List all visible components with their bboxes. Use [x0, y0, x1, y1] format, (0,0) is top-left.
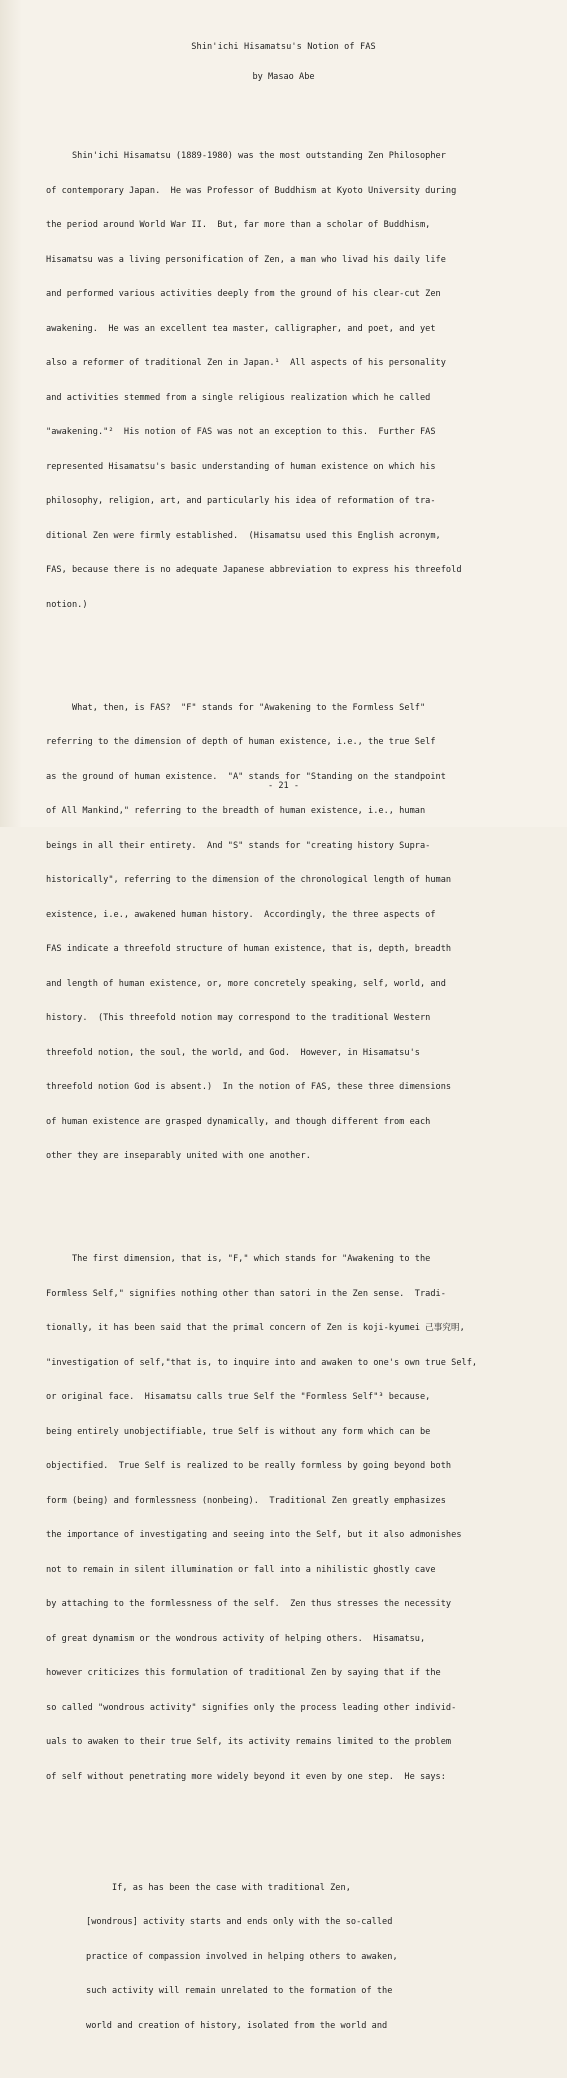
- author-byline: by Masao Abe: [252, 72, 315, 82]
- text-line: uals to awaken to their true Self, its activity remains limited to the problem: [46, 1737, 452, 1747]
- text-line: so called "wondrous activity" signifies only the process leading other individ-: [46, 1702, 457, 1713]
- text-line: The first dimension, that is, "F," which stands for "Awakening to the: [46, 1254, 431, 1264]
- text-line: beings in all their entirety. And "S" stands for "creating history Supra-: [46, 840, 431, 851]
- text-line: the importance of investigating and seeing into the Self, but it also admonishes: [46, 1530, 462, 1540]
- quote-line: practice of compassion involved in helping others to awaken,: [86, 1951, 398, 1962]
- text-line: the period around World War II. But, far more than a scholar of Buddhism,: [46, 220, 431, 230]
- text-line: as the ground of human existence. "A" stands for "Standing on the standpoint: [46, 771, 446, 782]
- text-line: not to remain in silent illumination or fall into a nihilistic ghostly cave: [46, 1564, 436, 1575]
- text-line: awakening. He was an excellent tea master, calligrapher, and poet, and yet: [46, 323, 436, 334]
- paragraph-3: [46, 1231, 534, 1806]
- text-line: by attaching to the formlessness of the self. Zen thus stresses the necessity: [46, 1599, 452, 1609]
- text-line: or original face. Hisamatsu calls true Self the "Formless Self"³ because,: [46, 1392, 431, 1402]
- text-line: of contemporary Japan. He was Professor of Buddhism at Kyoto University during: [46, 185, 457, 196]
- text-line: history. (This threefold notion may correspond to the traditional Western: [46, 1013, 431, 1023]
- text-line: represented Hisamatsu's basic understanding of human existence on which his: [46, 461, 436, 472]
- text-line: also a reformer of traditional Zen in Japan.¹ All aspects of his personality: [46, 358, 446, 368]
- text-line: Formless Self," signifies nothing other than satori in the Zen sense. Tradi-: [46, 1288, 446, 1299]
- text-line: of self without penetrating more widely beyond it even by one step. He says:: [46, 1771, 446, 1782]
- page-number: - 21 -: [267, 781, 300, 791]
- text-line: Hisamatsu was a living personification of Zen, a man who livad his daily life: [46, 254, 446, 265]
- text-line: referring to the dimension of depth of human existence, i.e., the true Self: [46, 737, 436, 747]
- text-line: and length of human existence, or, more concretely speaking, self, world, and: [46, 978, 446, 989]
- text-line: of All Mankind," referring to the breadth of human existence, i.e., human: [46, 806, 426, 816]
- quote-line: such activity will remain unrelated to the formation of the: [86, 1986, 393, 1996]
- text-line: "investigation of self,"that is, to inquire into and awaken to one's own true Self,: [46, 1357, 478, 1368]
- paragraph-2: [46, 680, 534, 1186]
- text-line: Shin'ichi Hisamatsu (1889-1980) was the most outstanding Zen Philosopher: [46, 151, 446, 161]
- text-line: and performed various activities deeply from the ground of his clear-cut Zen: [46, 289, 441, 299]
- text-line: of great dynamism or the wondrous activity of helping others. Hisamatsu,: [46, 1633, 426, 1644]
- text-line: being entirely unobjectifiable, true Self is without any form which can be: [46, 1426, 431, 1437]
- text-line: existence, i.e., awakened human history. Accordingly, the three aspects of: [46, 909, 436, 920]
- text-line: threefold notion God is absent.) In the notion of FAS, these three dimensions: [46, 1082, 452, 1092]
- text-line: of human existence are grasped dynamically, and though different from each: [46, 1116, 431, 1127]
- article-title: Shin'ichi Hisamatsu's Notion of FAS: [191, 42, 376, 52]
- text-line: historically", referring to the dimension of the chronological length of human: [46, 875, 452, 885]
- text-line: "awakening."² His notion of FAS was not an exception to this. Further FAS: [46, 427, 436, 437]
- text-line: tionally, it has been said that the primal concern of Zen is koji-kyumei 己事究明,: [46, 1323, 465, 1333]
- text-line: objectified. True Self is realized to be really formless by going beyond both: [46, 1461, 452, 1471]
- text-line: threefold notion, the soul, the world, and God. However, in Hisamatsu's: [46, 1047, 420, 1058]
- quote-line: world and creation of history, isolated from the world and: [86, 2020, 388, 2031]
- quote-line: [wondrous] activity starts and ends only with the so-called: [86, 1917, 393, 1927]
- text-line: What, then, is FAS? "F" stands for "Awakening to the Formless Self": [46, 702, 426, 713]
- text-line: notion.): [46, 599, 88, 610]
- article-body: [46, 105, 534, 2078]
- quote-line: If, as has been the case with traditional Zen,: [86, 1882, 351, 1893]
- text-line: FAS, because there is no adequate Japanese abbreviation to express his threefold: [46, 565, 462, 575]
- text-line: FAS indicate a threefold structure of human existence, that is, depth, breadth: [46, 944, 452, 954]
- paragraph-1: [46, 128, 534, 634]
- text-line: however criticizes this formulation of traditional Zen by saying that if the: [46, 1668, 441, 1678]
- text-line: and activities stemmed from a single religious realization which he called: [46, 392, 431, 403]
- text-line: other they are inseparably united with one another.: [46, 1151, 311, 1161]
- text-line: philosophy, religion, art, and particularly his idea of reformation of tra-: [46, 496, 436, 506]
- text-line: ditional Zen were firmly established. (Hisamatsu used this English acronym,: [46, 530, 441, 541]
- block-quote: [86, 1860, 534, 2056]
- text-line: form (being) and formlessness (nonbeing). Traditional Zen greatly emphasizes: [46, 1495, 446, 1506]
